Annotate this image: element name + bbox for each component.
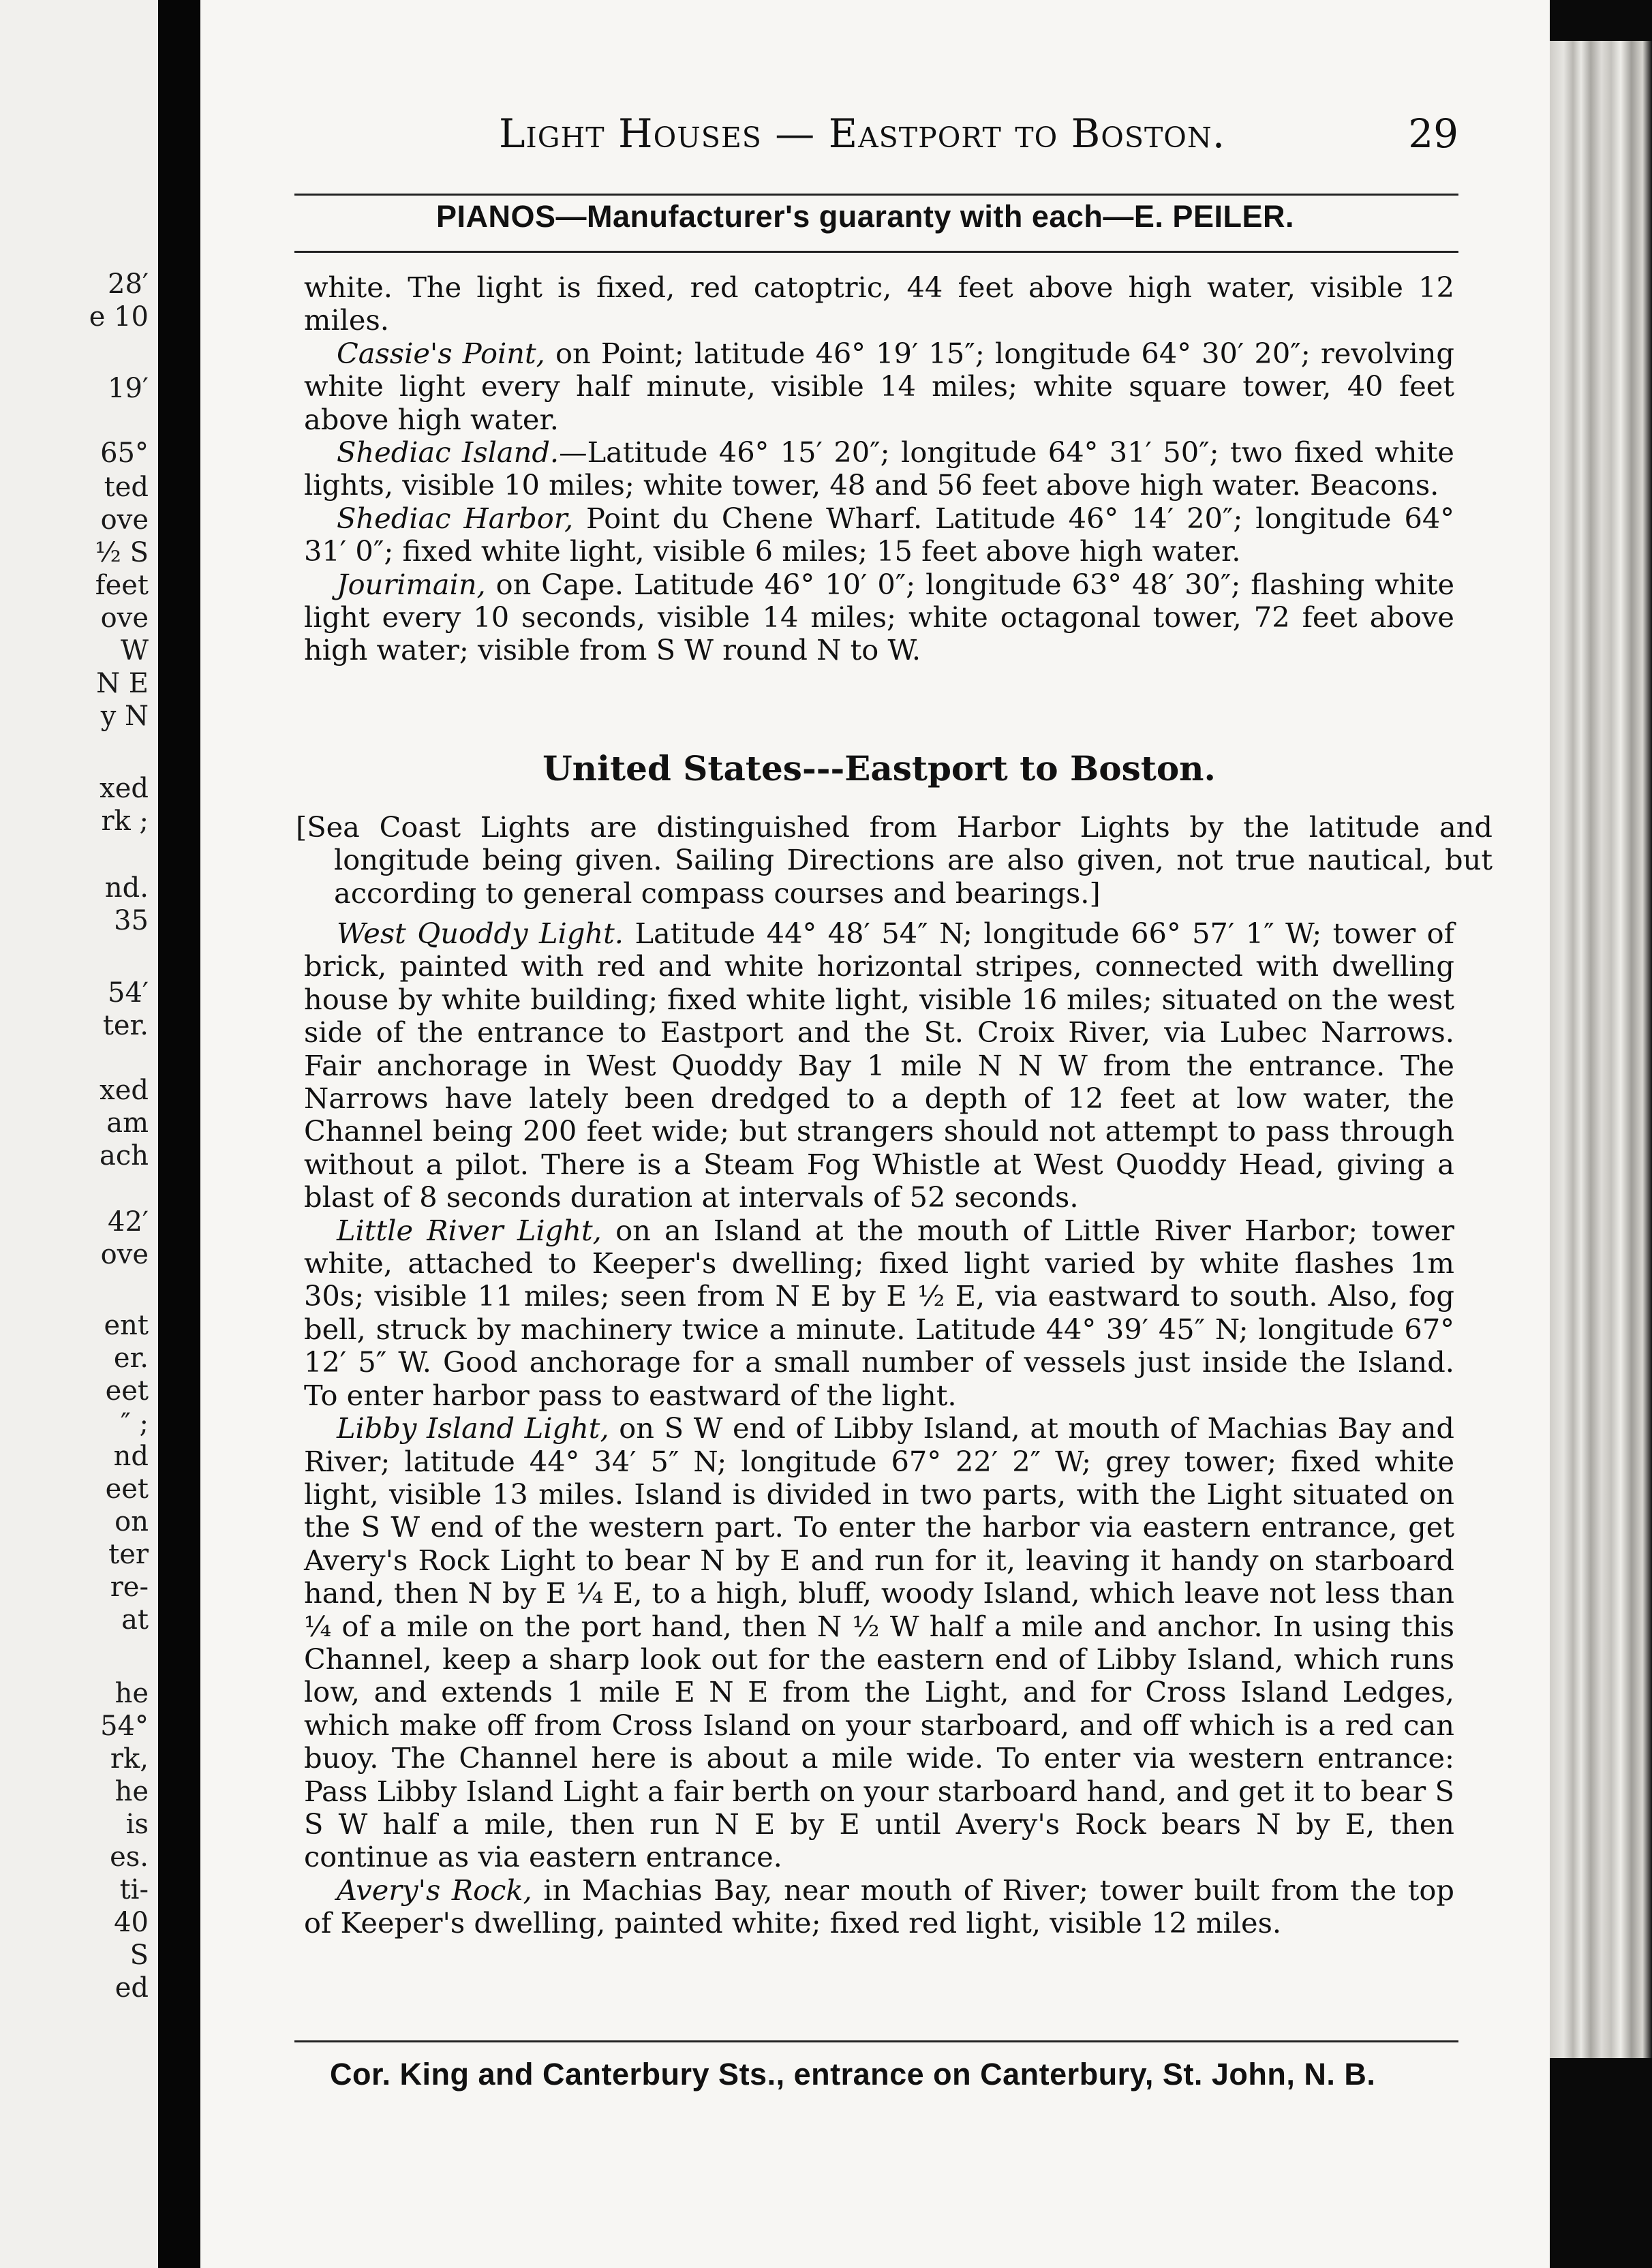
left-page-fragment: rk ; [101, 806, 149, 837]
entry-shediac-harbor: Shediac Harbor, Point du Chene Wharf. Latitude 46° 14′ 20″; longitude 64° 31′ 0″; fixed white light, visible 6 miles; 15 feet above high water. [304, 501, 1454, 568]
left-page-fragment: ted [104, 472, 149, 503]
lighthouse-entries-bottom [304, 917, 1454, 1940]
bottom-advertisement: Cor. King and Canterbury Sts., entrance on Canterbury, St. John, N. B. [330, 2057, 1376, 2091]
left-page-fragment: feet [95, 570, 149, 601]
advert-rule [294, 251, 1458, 253]
left-page-fragment: am [106, 1107, 149, 1139]
section-heading: United States---Eastport to Boston. [542, 748, 1216, 788]
page-edge-shadow [1550, 2058, 1652, 2268]
left-page-fragment: es. [110, 1841, 149, 1873]
entry-shediac-island: Shediac Island.—Latitude 46° 15′ 20″; longitude 64° 31′ 50″; two fixed white lights, visible 10 miles; white tower, 48 and 56 feet above high water. Beacons. [304, 435, 1454, 502]
left-page-fragment: ove [100, 504, 149, 536]
top-advertisement: PIANOS—Manufacturer's guaranty with each—E. PEILER. [436, 199, 1294, 234]
left-page-fragment: 35 [114, 905, 149, 936]
entry-averys-rock: Avery's Rock, in Machias Bay, near mouth of River; tower built from the top of Keeper's dwelling, painted white; fixed red light, visible 12 miles. [304, 1873, 1454, 1940]
left-page-fragment: he [114, 1776, 149, 1807]
entry-cassies-point: Cassie's Point, on Point; latitude 46° 19′ 15″; longitude 64° 30′ 20″; revolving white light every half minute, visible 14 miles; white square tower, 40 feet above high water. [304, 336, 1454, 436]
bracket-note: [Sea Coast Lights are distinguished from Harbor Lights by the latitude and longitude being given. Sailing Directions are also given, not true nautical, but according to general compass courses and bearings.] [296, 810, 1493, 910]
left-page-fragment: xed [100, 773, 149, 804]
left-page-fragment: e 10 [89, 301, 149, 333]
lighthouse-entries-top [304, 271, 1454, 667]
left-page-fragment: ove [100, 1239, 149, 1270]
left-page-fragment: at [121, 1604, 149, 1636]
left-page-fragment: rk, [110, 1743, 149, 1775]
entry-continuation: white. The light is fixed, red catoptric, 44 feet above high water, visible 12 miles. [304, 271, 1454, 337]
left-page-fragment: W [120, 635, 149, 666]
left-page-fragment: xed [100, 1075, 149, 1106]
left-page-fragment: 42′ [108, 1206, 149, 1238]
entry-west-quoddy-light: West Quoddy Light. Latitude 44° 48′ 54″ N; longitude 66° 57′ 1″ W; tower of brick, painted with red and white horizontal stripes, connected with dwelling house by white building; fixed white light, visible 16 miles; situated on the west side of the entrance to Eastport and the St. Croix River, via Lubec Narrows. Fair anchorage in West Quoddy Bay 1 mile N N W from the entrance. The Narrows have lately been dredged to a depth of 12 feet at low water, the Channel being 200 feet wide; but strangers should not attempt to pass through without a pilot. There is a Steam Fog Whistle at West Quoddy Head, giving a blast of 8 seconds duration at intervals of 52 seconds. [304, 917, 1454, 1214]
left-page-fragment: eet [105, 1375, 149, 1407]
left-page-fragment: is [125, 1809, 149, 1840]
left-page-fragment: re- [110, 1572, 149, 1603]
entry-libby-island-light: Libby Island Light, on S W end of Libby Island, at mouth of Machias Bay and River; latitude 44° 34′ 5″ N; longitude 67° 22′ 2″ W; grey tower; fixed white light, visible 13 miles. Island is divided in two parts, with the Light situated on the S W end of the western part. To enter the harbor via eastern entrance, get Avery's Rock Light to bear N by E and run for it, leaving it handy on starboard hand, then N by E ¼ E, to a high, bluff, woody Island, which leave not less than ¼ of a mile on the port hand, then N ½ W half a mile and anchor. In using this Channel, keep a sharp look out for the eastern end of Libby Island, which runs low, and extends 1 mile E N E from the Light, and for Cross Island Ledges, which make off from Cross Island on your starboard, and off which is a red can buoy. The Channel here is about a mile wide. To enter via western entrance: Pass Libby Island Light a fair berth on your starboard hand, and get it to bear S S W half a mile, then run N E by E until Avery's Rock bears N by E, then continue as via eastern entrance. [304, 1411, 1454, 1874]
left-page-fragment: ter [108, 1539, 149, 1570]
left-page-fragment: y N [100, 701, 149, 732]
left-page-fragment: ter. [102, 1010, 149, 1041]
left-page-fragment: ach [99, 1140, 149, 1171]
left-page-fragment: eet [105, 1473, 149, 1505]
page-edge-shadow [1550, 0, 1652, 41]
left-page-fragment: he [114, 1678, 149, 1709]
page-number: 29 [1408, 110, 1458, 157]
left-page-fragment: 19′ [108, 373, 149, 404]
left-page-fragment: 54° [100, 1711, 149, 1742]
left-page-fragment: ent [104, 1310, 149, 1341]
left-page-fragment: ½ S [95, 537, 149, 568]
left-page-fragment: ed [114, 1972, 149, 2004]
left-page-fragment: ti- [119, 1874, 149, 1905]
left-page-fragment: ″ ; [120, 1408, 149, 1439]
left-page-fragment: er. [113, 1343, 149, 1374]
header-rule [294, 194, 1458, 196]
book-gutter [158, 0, 200, 2268]
left-page-fragment: N E [96, 668, 149, 699]
left-page-fragment: ove [100, 602, 149, 634]
left-page-fragment: on [114, 1506, 149, 1537]
left-page-fragment: 28′ [108, 269, 149, 300]
running-header [294, 110, 1458, 158]
left-page-fragment: 54′ [108, 977, 149, 1009]
left-page-fragment: 40 [114, 1907, 149, 1938]
left-page-fragment: nd. [104, 872, 149, 904]
footer-rule [294, 2040, 1458, 2042]
left-page-fragment: nd [113, 1441, 149, 1472]
entry-little-river-light: Little River Light, on an Island at the mouth of Little River Harbor; tower white, attached to Keeper's dwelling; fixed light varied by white flashes 1m 30s; visible 11 miles; seen from N E by E ½ E, via eastward to south. Also, fog bell, struck by machinery twice a minute. Latitude 44° 39′ 45″ N; longitude 67° 12′ 5″ W. Good anchorage for a small number of vessels just inside the Island. To enter harbor pass to eastward of the light. [304, 1213, 1454, 1412]
running-title: Light Houses — Eastport to Boston. [499, 110, 1226, 157]
left-page-fragment: S [129, 1940, 149, 1971]
entry-jourimain: Jourimain, on Cape. Latitude 46° 10′ 0″; longitude 63° 48′ 30″; flashing white light every 10 seconds, visible 14 miles; white octagonal tower, 72 feet above high water; visible from S W round N to W. [304, 567, 1454, 667]
left-page-fragment: 65° [100, 438, 149, 469]
left-facing-page [0, 0, 158, 2268]
page-stack-edges [1550, 41, 1652, 2058]
